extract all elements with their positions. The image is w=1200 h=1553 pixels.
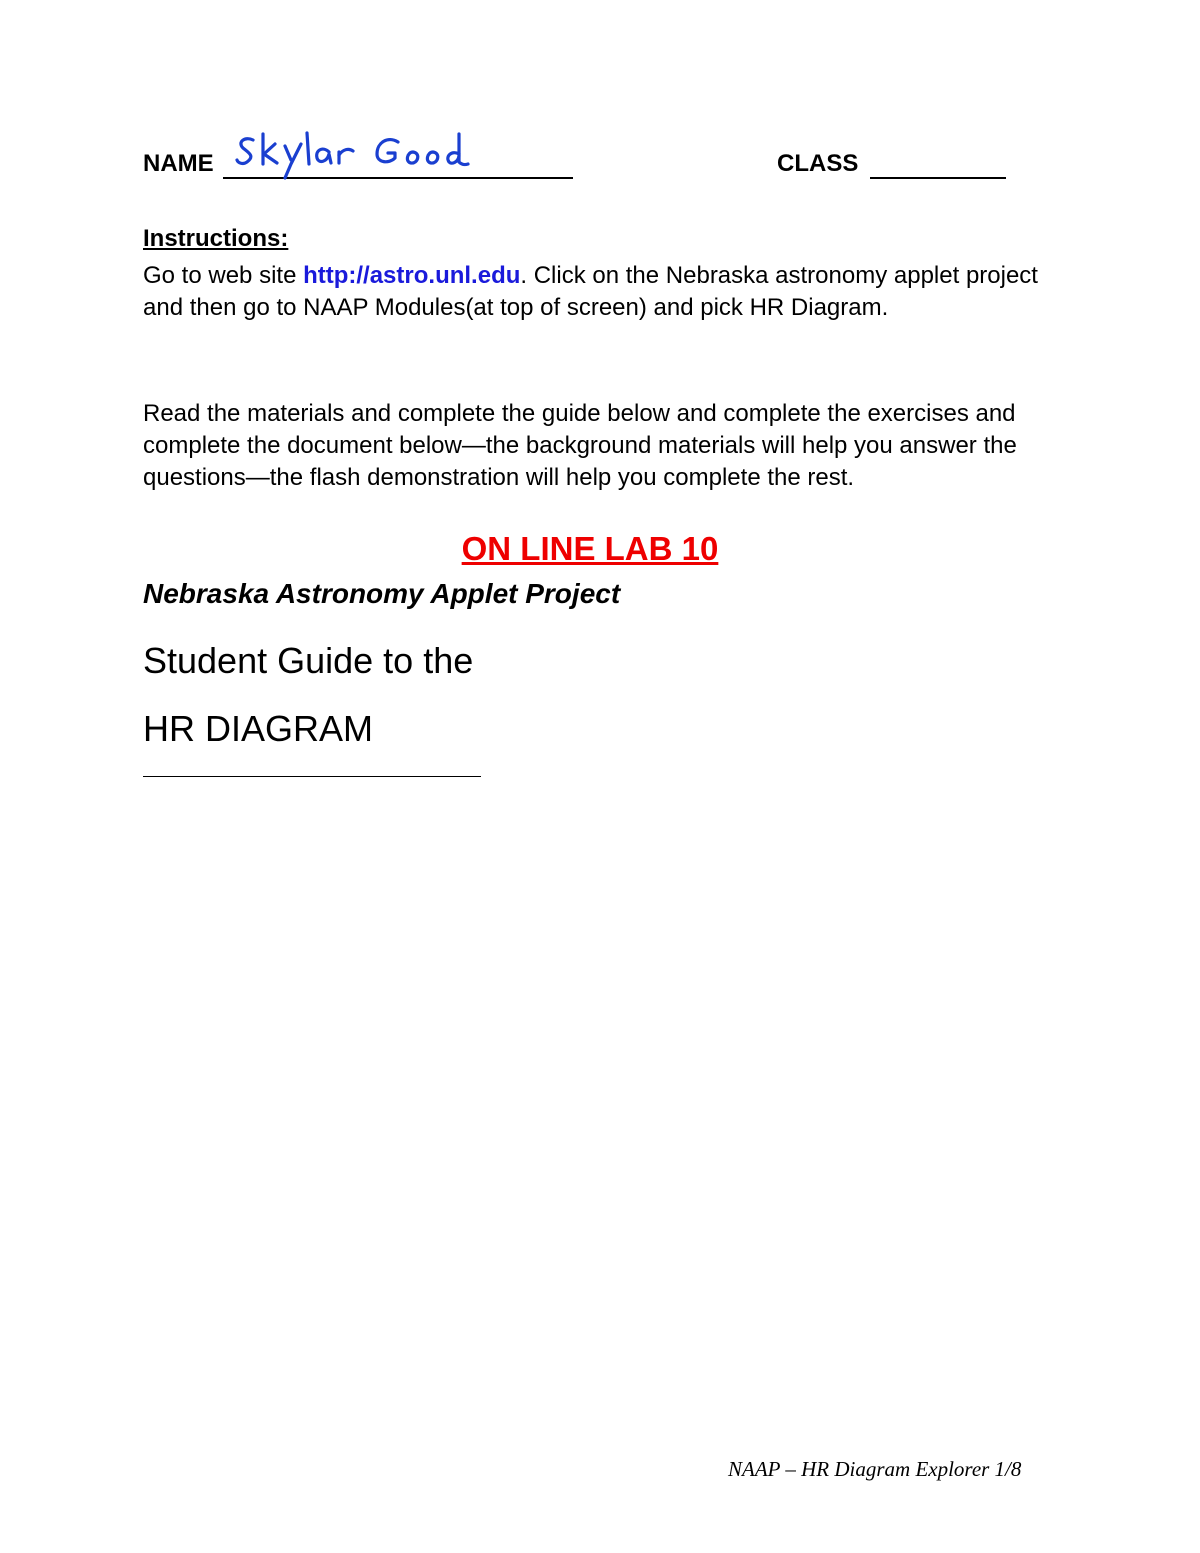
page-footer: NAAP – HR Diagram Explorer 1/8 xyxy=(728,1457,1022,1481)
para1-text-after-link: . Click on the Nebraska astronomy applet project and then go to NAAP Modules(at top of screen) and pick HR Diagram. xyxy=(143,262,1038,321)
lab-title: ON LINE LAB 10 xyxy=(461,530,719,567)
instructions-paragraph-2: Read the materials and complete the guide below and complete the exercises and complete the document below—the background materials will help you answer the questions—the flash demonstration will help you complete the rest. xyxy=(143,400,1017,491)
astro-site-link[interactable]: http://astro.unl.edu xyxy=(303,262,521,289)
class-underline xyxy=(870,177,1006,179)
class-label: CLASS xyxy=(777,150,859,177)
handwritten-signature xyxy=(233,130,493,180)
instructions-paragraph-1 xyxy=(143,260,1073,324)
title-divider-rule xyxy=(143,776,481,777)
instructions-heading: Instructions: xyxy=(143,225,289,252)
name-class-row xyxy=(143,130,1043,180)
para1-text-before-link: Go to web site xyxy=(143,262,304,289)
guide-title-line-2: HR DIAGRAM xyxy=(143,708,374,749)
project-title: Nebraska Astronomy Applet Project xyxy=(143,578,621,609)
guide-title-line-1: Student Guide to the xyxy=(143,640,474,681)
name-label: NAME xyxy=(143,150,214,177)
